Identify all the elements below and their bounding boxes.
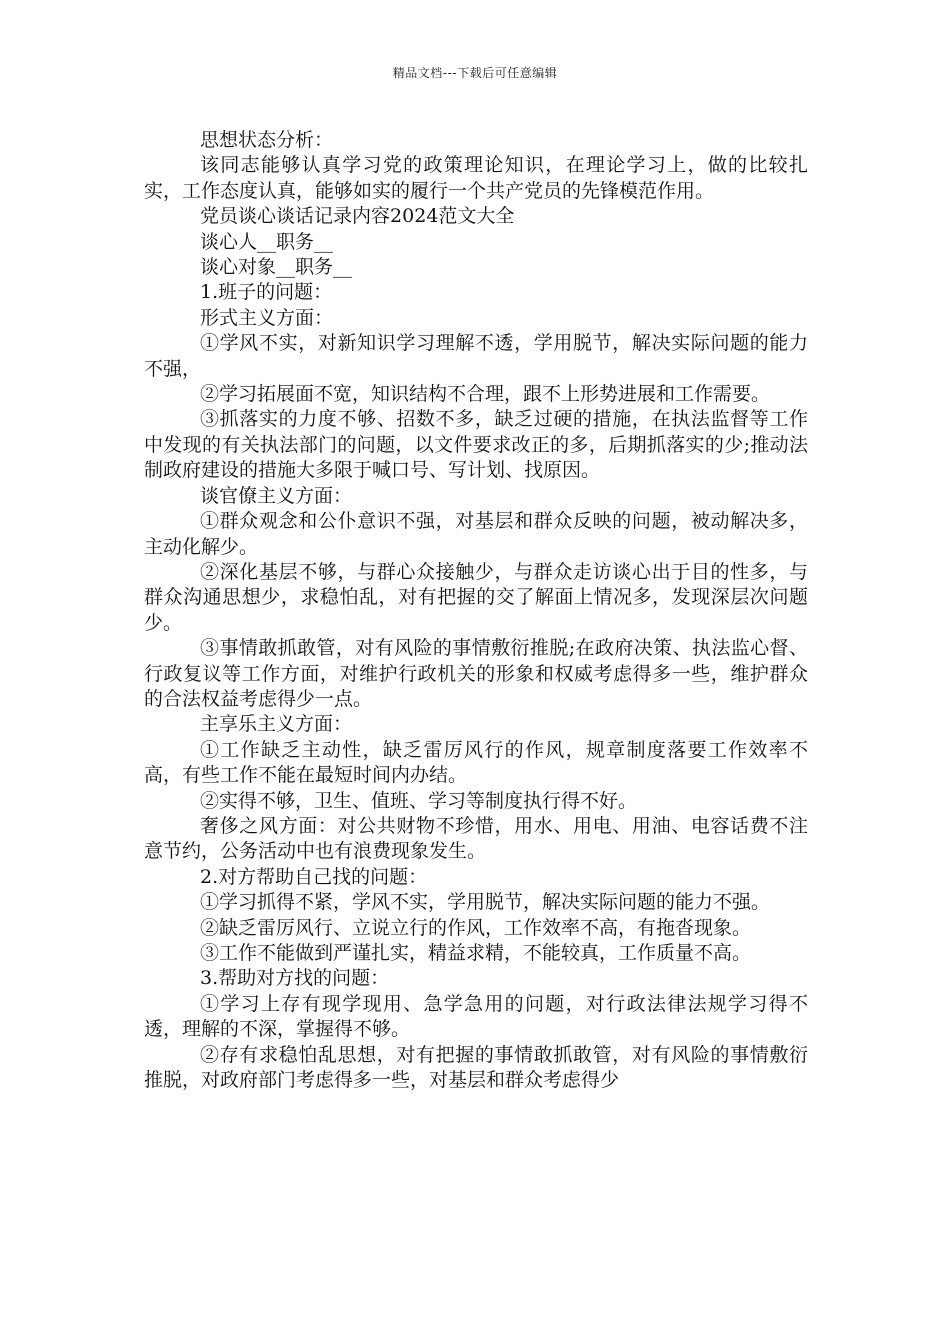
paragraph: 奢侈之风方面：对公共财物不珍惜，用水、用电、用油、电容话费不注意节约，公务活动中也有浪费现象发生。	[144, 814, 808, 863]
paragraph: ②学习拓展面不宽，知识结构不合理，跟不上形势进展和工作需要。	[200, 383, 771, 406]
paragraph: 谈心对象__职务__	[200, 256, 353, 279]
paragraph: ②存有求稳怕乱思想，对有把握的事情敢抓敢管，对有风险的事情敷衍推脱，对政府部门考虑得多一些，对基层和群众考虑得少	[144, 1043, 808, 1092]
paragraph: ②缺乏雷厉风行、立说立行的作风，工作效率不高，有拖沓现象。	[200, 916, 752, 939]
paragraph: 该同志能够认真学习党的政策理论知识，在理论学习上，做的比较扎实，工作态度认真，能够如实的履行一个共产党员的先锋模范作用。	[144, 154, 808, 202]
paragraph: ①学风不实，对新知识学习理解不透，学用脱节，解决实际问题的能力不强，	[144, 332, 808, 380]
paragraph: 主享乐主义方面：	[200, 713, 353, 736]
paragraph: ③工作不能做到严谨扎实，精益求精，不能较真，工作质量不高。	[200, 942, 752, 964]
paragraph: 党员谈心谈话记录内容2024范文大全	[200, 205, 515, 228]
paragraph: 形式主义方面：	[200, 306, 334, 329]
paragraph: 2.对方帮助自己找的问题：	[200, 865, 428, 888]
paragraph: ①工作缺乏主动性，缺乏雷厉风行的作风，规章制度落要工作效率不高，有些工作不能在最短时间内办结。	[144, 738, 808, 787]
paragraph: 谈心人__职务__	[200, 230, 334, 253]
paragraph: 谈官僚主义方面：	[200, 484, 353, 507]
page-header: 精品文档---下载后可任意编辑	[392, 66, 558, 80]
paragraph: ②实得不够，卫生、值班、学习等制度执行得不好。	[200, 789, 638, 812]
paragraph: ②深化基层不够，与群心众接触少，与群众走访谈心出于目的性多，与群众沟通思想少，求稳怕乱，对有把握的交了解面上情况多，发现深层次问题少。	[144, 560, 808, 634]
document-body	[144, 128, 808, 1093]
paragraph: ③抓落实的力度不够、招数不多，缺乏过硬的措施，在执法监督等工作中发现的有关执法部门的问题，以文件要求改正的多，后期抓落实的少;推动法制政府建设的措施大多限于喊口号、写计划、找原因。	[144, 408, 808, 482]
paragraph: ①群众观念和公仆意识不强，对基层和群众反映的问题，被动解决多，主动化解少。	[144, 510, 808, 558]
paragraph: 3.帮助对方找的问题：	[200, 967, 390, 990]
paragraph: ③事情敢抓敢管，对有风险的事情敷衍推脱;在政府决策、执法监心督、行政复议等工作方面，对维护行政机关的形象和权威考虑得多一些，维护群众的合法权益考虑得少一点。	[144, 637, 808, 710]
paragraph: ①学习抓得不紧，学风不实，学用脱节，解决实际问题的能力不强。	[200, 891, 771, 914]
paragraph: ①学习上存有现学现用、急学急用的问题，对行政法律法规学习得不透，理解的不深，掌握得不够。	[144, 992, 808, 1041]
paragraph: 1.班子的问题：	[200, 281, 333, 304]
paragraph: 思想状态分析：	[200, 129, 334, 151]
